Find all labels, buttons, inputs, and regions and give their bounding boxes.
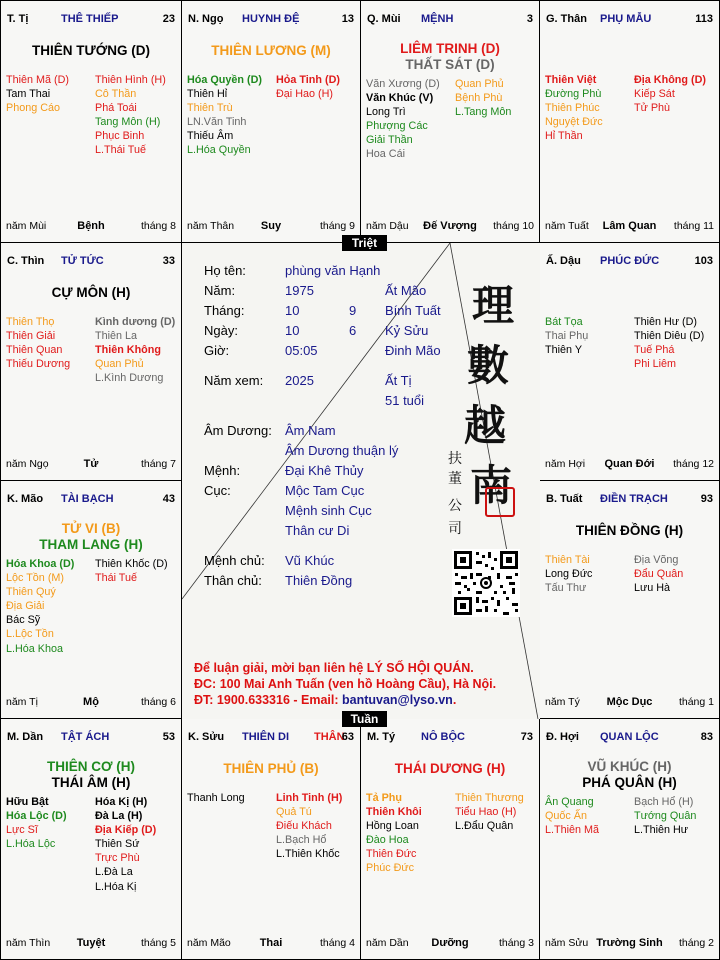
- tuan-marker: Tuần: [342, 711, 387, 727]
- major-period-age: 63: [341, 731, 354, 743]
- life-stage: Quan Đới: [604, 458, 655, 470]
- major-period-age: 113: [695, 13, 713, 25]
- minor-star: Bệnh Phù: [455, 92, 503, 105]
- major-period-age: 13: [341, 13, 354, 25]
- minor-star: Phượng Các: [366, 120, 428, 133]
- minor-star: Hồng Loan: [366, 820, 419, 833]
- star-list-left: [545, 795, 599, 837]
- palace-header: [188, 13, 354, 27]
- day-label: Ngày:: [204, 323, 238, 338]
- palace-dau: [540, 243, 719, 481]
- month-solar: 10: [285, 303, 300, 318]
- star-list-right: [95, 315, 175, 385]
- minor-star: Linh Tinh (H): [276, 792, 343, 804]
- year-label: năm Thìn: [6, 937, 51, 949]
- age-value: 51 tuổi: [385, 393, 425, 408]
- minor-star: Địa Giải: [6, 600, 45, 613]
- star-list-right: [455, 791, 524, 833]
- palace-footer: [366, 937, 534, 950]
- year-value: 1975: [285, 283, 314, 298]
- thanchu-value: Thiên Đồng: [285, 573, 353, 588]
- palace-thin: [1, 243, 182, 481]
- minor-star: Thiếu Âm: [187, 130, 234, 143]
- palace-footer: [187, 220, 355, 233]
- minor-star: Thiên Khốc (D): [95, 558, 168, 570]
- minor-star: Phục Binh: [95, 130, 145, 143]
- palace-name: THIÊN DI: [242, 731, 290, 743]
- main-star: CỰ MÔN (H): [51, 285, 131, 300]
- main-star: THAM LANG (H): [39, 537, 143, 552]
- main-star: THIÊN LƯƠNG (M): [211, 43, 331, 58]
- branch-label: C. Thìn: [7, 255, 45, 267]
- minor-star: Hóa Khoa (D): [6, 558, 75, 570]
- branch-label: G. Thân: [546, 13, 587, 25]
- branch-label: B. Tuất: [546, 493, 583, 505]
- month-label: tháng 6: [140, 696, 176, 708]
- phone-text: ĐT: 1900.633316 - Email:: [194, 693, 342, 707]
- main-star: THÁI DƯƠNG (H): [394, 761, 506, 776]
- star-list-right: [95, 557, 168, 585]
- qr-code: [452, 549, 520, 617]
- life-stage: Mộ: [83, 696, 99, 708]
- logo-glyph-2: 數: [467, 341, 510, 390]
- main-star: TỬ VI (B): [61, 521, 121, 536]
- year-canchi: Ất Mão: [385, 283, 427, 298]
- minor-star: Phúc Đức: [366, 862, 415, 875]
- main-star: VŨ KHÚC (H): [587, 759, 672, 774]
- year-label: năm Tuất: [545, 220, 589, 232]
- minor-star: L.Đẩu Quân: [455, 820, 514, 833]
- minor-star: Bạch Hổ (H): [634, 796, 694, 808]
- palace-ngo: [182, 1, 361, 243]
- minor-star: Thiên Không: [95, 344, 161, 357]
- minor-star: Hoa Cái: [366, 148, 406, 161]
- minor-star: Long Đức: [545, 568, 593, 581]
- minor-star: L.Đà La: [95, 866, 133, 879]
- palace-header: [7, 255, 175, 269]
- palace-header: [188, 731, 354, 745]
- palace-mao: [1, 481, 182, 719]
- month-label: tháng 4: [319, 937, 355, 949]
- minor-star: Cô Thần: [95, 88, 137, 101]
- sub-glyph-3: 公: [448, 498, 462, 514]
- palace-header: [367, 13, 533, 27]
- branch-label: M. Dần: [7, 731, 44, 743]
- branch-label: Q. Mùi: [367, 13, 401, 25]
- minor-star: Hóa Lộc (D): [6, 810, 67, 823]
- year-label: năm Mùi: [6, 220, 47, 232]
- minor-star: Thiên Hư (D): [634, 316, 698, 328]
- month-label: tháng 8: [140, 220, 176, 232]
- palace-ty: [361, 719, 540, 959]
- star-list-right: [634, 553, 683, 595]
- minor-star: Tuế Phá: [634, 344, 675, 357]
- palace-header: [546, 13, 713, 27]
- hour-value: 05:05: [285, 343, 318, 358]
- branch-label: M. Tý: [367, 731, 396, 743]
- main-star: LIÊM TRINH (D): [400, 41, 500, 56]
- minor-star: Bát Tọa: [545, 316, 583, 328]
- minor-star: L.Hóa Kị: [95, 880, 137, 893]
- minor-star: L.Thiên Mã: [545, 824, 600, 837]
- life-stage: Suy: [260, 220, 282, 232]
- month-label: tháng 2: [678, 937, 714, 949]
- minor-star: Long Trì: [366, 106, 406, 119]
- minor-star: L.Hóa Lộc: [6, 838, 56, 851]
- view-year-value: 2025: [285, 373, 314, 388]
- branch-label: Đ. Hợi: [546, 731, 579, 743]
- red-seal: [485, 487, 515, 517]
- palace-tuat: [540, 481, 719, 719]
- name-value: phùng văn Hạnh: [285, 263, 381, 278]
- palace-dan: [1, 719, 182, 959]
- main-star: THIÊN CƠ (H): [46, 759, 135, 774]
- month-label: tháng 10: [493, 220, 534, 232]
- hour-label: Giờ:: [204, 343, 230, 358]
- major-period-age: 93: [700, 493, 713, 505]
- palace-ti: [1, 1, 182, 243]
- month-label: tháng 11: [673, 220, 714, 232]
- minor-star: Thiên Thọ: [6, 316, 55, 328]
- contact-line-3-end: .: [452, 693, 457, 707]
- major-period-age: 103: [694, 255, 713, 267]
- star-list-right: [634, 315, 704, 371]
- minor-star: L.Kình Dương: [95, 372, 164, 385]
- minor-star: Thanh Long: [187, 792, 245, 804]
- palace-header: [7, 13, 175, 27]
- minor-star: Đào Hoa: [366, 834, 409, 847]
- minor-star: Quả Tú: [276, 806, 312, 819]
- palace-name: THÊ THIẾP: [61, 13, 119, 25]
- star-list-left: [545, 73, 603, 143]
- minor-star: Địa Kiếp (D): [95, 824, 157, 837]
- minor-star: Thiên Giải: [6, 330, 56, 343]
- palace-footer: [545, 220, 714, 233]
- palace-footer: [545, 458, 714, 471]
- month-lunar: 9: [349, 303, 357, 318]
- palace-name: NÔ BỘC: [421, 731, 465, 743]
- logo-glyph-3: 越: [464, 401, 507, 450]
- menhchu-value: Vũ Khúc: [285, 553, 335, 568]
- cuc-relation: Mệnh sinh Cục: [285, 503, 372, 518]
- major-period-age: 83: [700, 731, 713, 743]
- life-stage: Lâm Quan: [602, 220, 657, 232]
- palace-name: TẬT ÁCH: [61, 731, 110, 743]
- month-canchi: Bính Tuất: [385, 303, 441, 318]
- email-link[interactable]: bantuvan@lyso.vn: [342, 693, 453, 707]
- minor-star: Thiên La: [95, 330, 138, 343]
- palace-footer: [6, 937, 176, 950]
- palace-name: ĐIỀN TRẠCH: [600, 493, 668, 505]
- life-stage: Tuyệt: [76, 937, 106, 949]
- minor-star: Hóa Kị (H): [95, 796, 148, 808]
- year-label: năm Tị: [6, 696, 38, 708]
- minor-star: Lộc Tồn (M): [6, 572, 65, 585]
- thanchu-label: Thân chủ:: [204, 573, 262, 588]
- life-stage: Mộc Dục: [606, 696, 653, 708]
- minor-star: L.Hóa Khoa: [6, 642, 64, 655]
- minor-star: L.Thiên Khốc: [276, 848, 340, 861]
- year-label: năm Dần: [366, 937, 409, 949]
- major-period-age: 53: [162, 731, 175, 743]
- month-label: tháng 5: [140, 937, 176, 949]
- star-list-right: [276, 73, 340, 101]
- minor-star: Thiên Mã (D): [6, 74, 69, 86]
- star-list-left: [187, 791, 245, 805]
- minor-star: Hỏa Tinh (D): [276, 74, 340, 86]
- minor-star: Thiên Tài: [545, 554, 590, 566]
- life-stage: Thai: [259, 937, 283, 949]
- palace-name: TỬ TỨC: [61, 255, 104, 267]
- palace-footer: [366, 220, 534, 233]
- minor-star: Kình dương (D): [95, 316, 176, 328]
- star-list-left: [545, 315, 588, 357]
- minor-star: L.Hóa Quyền: [187, 144, 251, 157]
- branch-label: T. Tị: [7, 13, 29, 25]
- contact-line-1: Để luận giải, mời bạn liên hệ LÝ SỐ HỘI QUÁN.: [194, 661, 474, 675]
- year-label: năm Ngọ: [6, 458, 49, 470]
- minor-star: L.Bạch Hổ: [276, 834, 327, 847]
- year-label: năm Thân: [187, 220, 235, 232]
- minor-star: Đẩu Quân: [634, 568, 684, 581]
- palace-header: [546, 255, 713, 269]
- major-period-age: 73: [520, 731, 533, 743]
- minor-star: Ân Quang: [545, 796, 594, 808]
- star-list-left: [366, 77, 440, 162]
- minor-star: Văn Khúc (V): [366, 92, 434, 105]
- palace-header: [367, 731, 533, 745]
- minor-star: Giải Thần: [366, 134, 413, 147]
- amduong-relation: Âm Dương thuận lý: [285, 443, 399, 458]
- minor-star: Thái Tuế: [95, 572, 138, 585]
- star-list-right: [95, 795, 156, 894]
- day-lunar: 6: [349, 323, 357, 338]
- minor-star: Thiên Sứ: [95, 838, 140, 851]
- minor-star: L.Thiên Hư: [634, 824, 689, 837]
- palace-footer: [6, 696, 176, 709]
- minor-star: Thiên Thương: [455, 792, 524, 804]
- minor-star: Nguyệt Đức: [545, 116, 603, 129]
- minor-star: Tam Thai: [6, 88, 51, 101]
- minor-star: L.Tang Môn: [455, 106, 512, 119]
- year-label: năm Tý: [545, 696, 580, 708]
- minor-star: Quan Phủ: [95, 358, 144, 371]
- palace-hoi: [540, 719, 719, 959]
- star-list-left: [366, 791, 422, 876]
- main-star: PHÁ QUÂN (H): [582, 775, 677, 790]
- palace-name: HUYNH ĐỆ: [242, 13, 300, 25]
- minor-star: Tử Phù: [634, 102, 671, 115]
- life-stage: Bệnh: [77, 220, 105, 232]
- year-label: năm Hợi: [545, 458, 586, 470]
- amduong-value: Âm Nam: [285, 423, 336, 438]
- minor-star: Tấu Thư: [545, 582, 587, 595]
- branch-label: K. Mão: [7, 493, 44, 505]
- palace-header: [546, 493, 713, 507]
- minor-star: Thiên Việt: [545, 74, 597, 86]
- palace-header: [7, 493, 175, 507]
- minor-star: Thiên Hình (H): [95, 74, 166, 86]
- life-stage: Đế Vượng: [423, 220, 477, 232]
- main-star: THIÊN TƯỚNG (D): [32, 43, 150, 58]
- major-period-age: 3: [526, 13, 533, 25]
- branch-label: K. Sửu: [188, 731, 225, 743]
- life-stage: Dưỡng: [431, 937, 469, 949]
- palace-suu: [182, 719, 361, 959]
- palace-footer: [545, 696, 714, 709]
- minor-star: Thiên Trù: [187, 102, 233, 115]
- name-label: Họ tên:: [204, 263, 246, 278]
- main-star: THIÊN ĐỒNG (H): [575, 523, 684, 538]
- star-list-left: [545, 553, 592, 595]
- major-period-age: 23: [162, 13, 175, 25]
- menhchu-label: Mệnh chủ:: [204, 553, 265, 568]
- minor-star: Điếu Khách: [276, 820, 332, 833]
- contact-line-3: [194, 693, 456, 707]
- minor-star: Thiên Phúc: [545, 102, 600, 115]
- minor-star: Phong Cáo: [6, 102, 61, 115]
- life-stage: Trường Sinh: [596, 937, 663, 949]
- main-star: THIÊN PHỦ (B): [223, 761, 319, 776]
- main-star: THÁI ÂM (H): [51, 775, 131, 790]
- palace-footer: [187, 937, 355, 950]
- star-list-right: [455, 77, 511, 119]
- month-label: tháng 3: [498, 937, 534, 949]
- palace-than: [540, 1, 719, 243]
- sub-glyph-1: 扶: [448, 451, 462, 467]
- minor-star: Thiên Quý: [6, 586, 56, 599]
- minor-star: L.Thái Tuế: [95, 144, 147, 157]
- menh-label: Mệnh:: [204, 463, 241, 478]
- branch-label: Ấ. Dậu: [546, 255, 581, 267]
- palace-header: [546, 731, 713, 745]
- minor-star: Quốc Ấn: [545, 810, 588, 823]
- palace-footer: [6, 458, 176, 471]
- minor-star: Trực Phù: [95, 852, 140, 865]
- minor-star: Thai Phụ: [545, 330, 589, 343]
- minor-star: Kiếp Sát: [634, 88, 675, 101]
- minor-star: Thiên Đức: [366, 848, 417, 861]
- minor-star: Thiên Khôi: [366, 806, 422, 819]
- month-label: tháng 7: [140, 458, 176, 470]
- minor-star: Thiên Hỉ: [187, 88, 228, 101]
- than-marker: THÂN: [314, 731, 345, 743]
- star-list-left: [6, 315, 70, 371]
- palace-header: [7, 731, 175, 745]
- star-list-left: [6, 795, 67, 851]
- minor-star: Bác Sỹ: [6, 614, 41, 627]
- info-panel: [182, 243, 540, 719]
- minor-star: Tả Phụ: [366, 792, 402, 804]
- star-list-right: [276, 791, 342, 861]
- minor-star: LN.Văn Tinh: [187, 116, 247, 129]
- year-label: Năm:: [204, 283, 236, 298]
- star-list-left: [187, 73, 262, 158]
- minor-star: Đà La (H): [95, 810, 143, 823]
- day-canchi: Kỷ Sửu: [385, 323, 429, 338]
- view-year-canchi: Ất Tị: [385, 373, 412, 388]
- triet-marker: Triệt: [342, 235, 387, 251]
- minor-star: Thiên Diêu (D): [634, 330, 705, 343]
- minor-star: Lực Sĩ: [6, 824, 38, 837]
- minor-star: Đường Phù: [545, 88, 602, 101]
- star-list-left: [6, 73, 69, 115]
- minor-star: Quan Phủ: [455, 78, 504, 90]
- minor-star: Hóa Quyền (D): [187, 74, 262, 86]
- month-label: Tháng:: [204, 303, 245, 318]
- minor-star: Phi Liêm: [634, 358, 677, 371]
- minor-star: Văn Xương (D): [366, 78, 440, 90]
- sub-glyph-4: 司: [448, 521, 462, 537]
- year-label: năm Mão: [187, 937, 231, 949]
- star-list-right: [634, 795, 696, 837]
- minor-star: Tang Môn (H): [95, 116, 161, 129]
- star-list-right: [95, 73, 166, 158]
- minor-star: Thiên Y: [545, 344, 583, 357]
- minor-star: Hữu Bật: [6, 796, 49, 808]
- major-period-age: 33: [162, 255, 175, 267]
- day-solar: 10: [285, 323, 300, 338]
- cuc-value: Mộc Tam Cục: [285, 483, 365, 498]
- year-label: năm Dậu: [366, 220, 409, 232]
- life-stage: Tử: [83, 458, 99, 470]
- month-label: tháng 1: [678, 696, 714, 708]
- palace-footer: [6, 220, 176, 233]
- view-year-label: Năm xem:: [204, 373, 264, 388]
- minor-star: Thiếu Dương: [6, 358, 71, 371]
- main-star: THẤT SÁT (D): [405, 57, 495, 72]
- minor-star: Hỉ Thần: [545, 130, 583, 143]
- minor-star: Lưu Hà: [634, 582, 671, 595]
- palace-name: QUAN LỘC: [600, 731, 659, 743]
- palace-mui: [361, 1, 540, 243]
- palace-name: PHÚC ĐỨC: [600, 255, 660, 267]
- month-label: tháng 12: [673, 458, 714, 470]
- minor-star: Phá Toái: [95, 102, 137, 115]
- year-label: năm Sửu: [545, 937, 589, 949]
- cuc-label: Cục:: [204, 483, 231, 498]
- hour-canchi: Đinh Mão: [385, 343, 441, 358]
- minor-star: Tiểu Hao (H): [455, 806, 517, 819]
- palace-name: PHỤ MẪU: [600, 13, 652, 25]
- star-list-right: [634, 73, 706, 115]
- palace-name: TÀI BẠCH: [61, 493, 114, 505]
- palace-name: MỆNH: [421, 13, 454, 25]
- major-period-age: 43: [162, 493, 175, 505]
- minor-star: L.Lộc Tồn: [6, 628, 54, 641]
- than-position: Thân cư Di: [285, 523, 350, 538]
- contact-line-2: ĐC: 100 Mai Anh Tuấn (ven hồ Hoàng Cầu), Hà Nội.: [194, 677, 497, 691]
- menh-value: Đại Khê Thủy: [285, 463, 364, 478]
- logo-glyph-1: 理: [472, 281, 515, 330]
- amduong-label: Âm Dương:: [204, 423, 272, 438]
- branch-label: N. Ngọ: [188, 13, 224, 25]
- sub-glyph-2: 董: [448, 471, 462, 487]
- minor-star: Địa Võng: [634, 554, 679, 566]
- minor-star: Địa Không (D): [634, 74, 706, 86]
- minor-star: Tướng Quân: [634, 810, 697, 823]
- logo-glyph-4: 南: [470, 461, 513, 510]
- star-list-left: [6, 557, 74, 656]
- minor-star: Đại Hao (H): [276, 88, 333, 101]
- minor-star: Thiên Quan: [6, 344, 63, 357]
- palace-footer: [545, 937, 714, 950]
- month-label: tháng 9: [319, 220, 355, 232]
